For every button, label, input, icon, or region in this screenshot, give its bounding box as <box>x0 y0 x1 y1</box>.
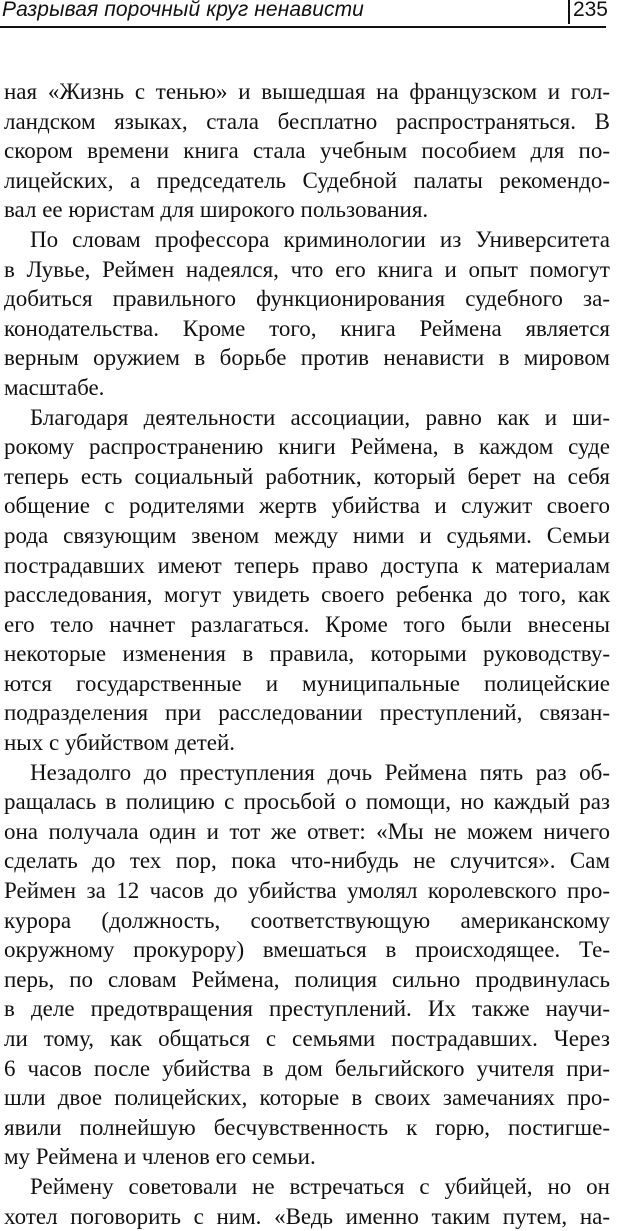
text-line: сделать до тех пор, пока что-нибудь не случится». Сам <box>4 848 610 874</box>
text-line: добиться правильного функционирования судебного за- <box>4 286 610 312</box>
text-line: курора (должность, соответствующую американскому <box>4 907 610 933</box>
text-line: ются государственные и муниципальные полицейские <box>4 670 610 696</box>
text-line: рода связующим звеном между ними и судьями. Семьи <box>4 522 610 548</box>
text-line: ных с убийством детей. <box>4 730 236 756</box>
text-line: окружному прокурору) вмешаться в происходящее. Те- <box>4 937 610 963</box>
text-line: некоторые изменения в правила, которыми руководству- <box>4 641 610 667</box>
text-line: шли двое полицейских, которые в своих замечаниях про- <box>4 1085 610 1111</box>
text-line: общение с родителями жертв убийства и служит своего <box>4 493 610 519</box>
body-text <box>4 77 610 1231</box>
text-line: масштабе. <box>4 374 105 400</box>
text-line: Реймен за 12 часов до убийства умолял королевского про- <box>4 878 610 904</box>
running-title: Разрывая порочный круг ненависти <box>2 0 364 21</box>
text-line: верным оружием в борьбе против ненависти в мировом <box>4 345 610 371</box>
text-line: перь, по словам Реймена, полиция сильно продвинулась <box>4 966 610 992</box>
text-line: ращалась в полицию с просьбой о помощи, но каждый раз <box>4 789 610 815</box>
text-line: рокому распространению книги Реймена, в каждом суде <box>4 434 610 460</box>
text-line: подразделения при расследовании преступлений, связан- <box>4 700 610 726</box>
page-header <box>0 0 606 28</box>
text-line: его тело начнет разлагаться. Кроме того были внесены <box>4 611 610 637</box>
text-line: в Лувье, Реймен надеялся, что его книга и опыт помогут <box>4 256 610 282</box>
page-number: 235 <box>568 0 608 24</box>
text-line: хотел поговорить с ним. «Ведь именно таким путем, на- <box>4 1203 610 1229</box>
text-line: расследования, могут увидеть своего ребенка до того, как <box>4 582 610 608</box>
text-line: она получала один и тот же ответ: «Мы не можем ничего <box>4 818 610 844</box>
text-line: По словам профессора криминологии из Университета <box>30 226 610 252</box>
text-line: конодательства. Кроме того, книга Реймена является <box>4 315 610 341</box>
text-line: Благодаря деятельности ассоциации, равно как и ши- <box>30 404 610 430</box>
text-line: явили полнейшую бесчувственность к горю, постигше- <box>4 1114 610 1140</box>
text-line: ландском языках, стала бесплатно распространяться. В <box>4 108 610 134</box>
text-line: Незадолго до преступления дочь Реймена пять раз об- <box>30 759 610 785</box>
text-line: ли тому, как общаться с семьями пострадавших. Через <box>4 1026 610 1051</box>
text-line: Реймену советовали не встречаться с убийцей, но он <box>30 1173 610 1199</box>
text-line: лицейских, а председатель Судебной палаты рекомендо- <box>4 167 610 193</box>
text-line: пострадавших имеют теперь право доступа к материалам <box>4 552 610 578</box>
text-line: ная «Жизнь с тенью» и вышедшая на французском и гол- <box>4 79 610 104</box>
text-line: теперь есть социальный работник, который берет на себя <box>4 463 610 489</box>
text-line: скором времени книга стала учебным пособием для по- <box>4 138 610 164</box>
text-line: в деле предотвращения преступлений. Их также научи- <box>4 996 610 1022</box>
text-line: вал ее юристам для широкого пользования. <box>4 197 429 223</box>
text-line: 6 часов после убийства в дом бельгийского учителя при- <box>4 1055 610 1081</box>
text-line: му Реймена и членов его семьи. <box>4 1144 316 1170</box>
